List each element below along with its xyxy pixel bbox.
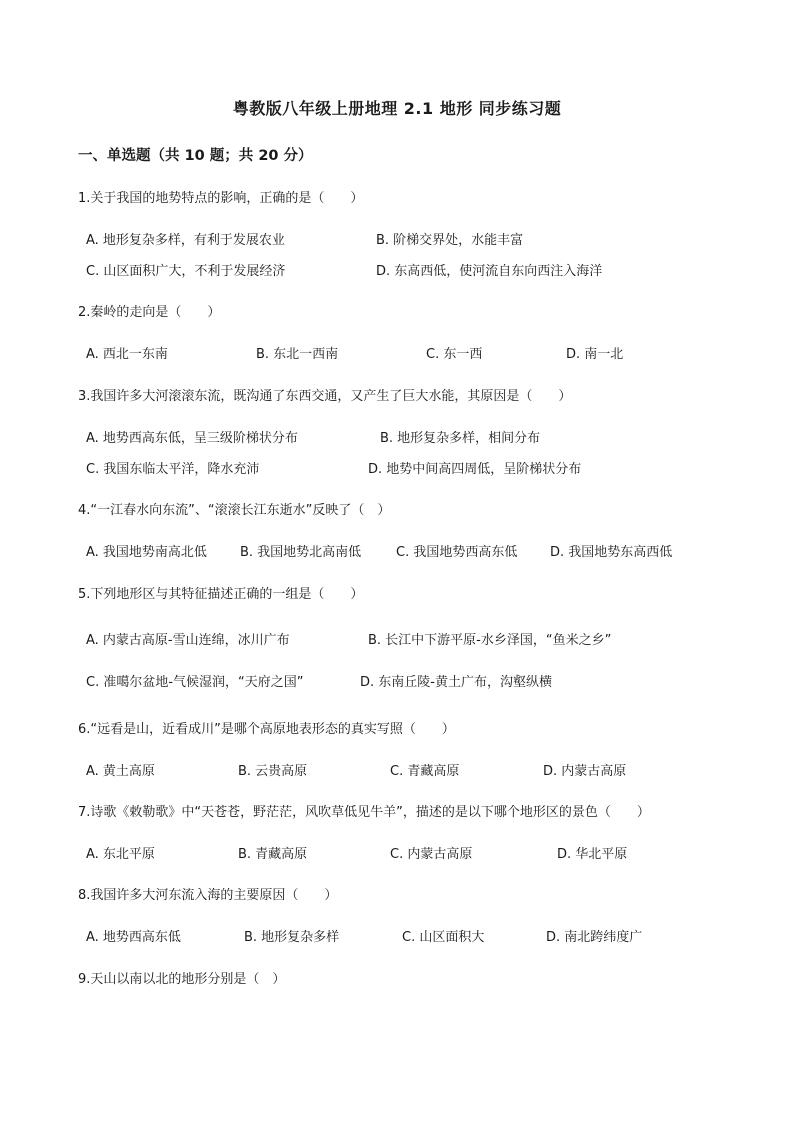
question-6-stem: 6.“远看是山，近看成川”是哪个高原地表形态的真实写照（ ） (78, 722, 455, 737)
question-3-option-d[interactable]: D. 地势中间高四周低，呈阶梯状分布 (368, 462, 582, 477)
question-2-option-a[interactable]: A. 西北一东南 (86, 347, 168, 362)
question-4-stem: 4.“一江春水向东流”、“滚滚长江东逝水”反映了（ ） (78, 503, 391, 518)
question-2-option-d[interactable]: D. 南一北 (566, 347, 624, 362)
question-4-option-a[interactable]: A. 我国地势南高北低 (86, 545, 207, 560)
question-6-option-a[interactable]: A. 黄土高原 (86, 764, 155, 779)
question-8-option-c[interactable]: C. 山区面积大 (402, 930, 485, 945)
question-8-option-a[interactable]: A. 地势西高东低 (86, 930, 181, 945)
question-8-option-d[interactable]: D. 南北跨纬度广 (546, 930, 643, 945)
question-1-option-c[interactable]: C. 山区面积广大，不利于发展经济 (86, 264, 286, 279)
question-2-option-b[interactable]: B. 东北一西南 (256, 347, 339, 362)
question-1-option-b[interactable]: B. 阶梯交界处，水能丰富 (376, 233, 524, 248)
question-1-stem: 1.关于我国的地势特点的影响，正确的是（ ） (78, 191, 364, 206)
page-title: 粤教版八年级上册地理 2.1 地形 同步练习题 (232, 99, 562, 118)
question-7-stem: 7.诗歌《敕勒歌》中“天苍苍，野茫茫，风吹草低见牛羊”，描述的是以下哪个地形区的景色（ ） (78, 805, 650, 820)
question-5-option-d[interactable]: D. 东南丘陵-黄土广布，沟壑纵横 (360, 675, 552, 690)
question-3-stem: 3.我国许多大河滚滚东流，既沟通了东西交通，又产生了巨大水能，其原因是（ ） (78, 389, 572, 404)
question-5-stem: 5.下列地形区与其特征描述正确的一组是（ ） (78, 587, 364, 602)
question-5-option-a[interactable]: A. 内蒙古高原-雪山连绵，冰川广布 (86, 633, 290, 648)
question-3-option-c[interactable]: C. 我国东临太平洋，降水充沛 (86, 462, 260, 477)
question-4-option-c[interactable]: C. 我国地势西高东低 (396, 545, 518, 560)
question-2-stem: 2.秦岭的走向是（ ） (78, 305, 221, 320)
question-6-option-b[interactable]: B. 云贵高原 (238, 764, 308, 779)
section-heading: 一、单选题（共 10 题；共 20 分） (78, 148, 313, 164)
question-7-option-a[interactable]: A. 东北平原 (86, 847, 155, 862)
question-8-option-b[interactable]: B. 地形复杂多样 (244, 930, 340, 945)
question-3-option-a[interactable]: A. 地势西高东低，呈三级阶梯状分布 (86, 431, 298, 446)
question-8-stem: 8.我国许多大河东流入海的主要原因（ ） (78, 888, 338, 903)
question-7-option-c[interactable]: C. 内蒙古高原 (390, 847, 473, 862)
question-5-option-b[interactable]: B. 长江中下游平原-水乡泽国，“鱼米之乡” (368, 633, 612, 648)
question-5-option-c[interactable]: C. 准噶尔盆地-气候湿润，“天府之国” (86, 675, 304, 690)
question-4-option-b[interactable]: B. 我国地势北高南低 (240, 545, 362, 560)
question-7-option-d[interactable]: D. 华北平原 (557, 847, 628, 862)
question-6-option-c[interactable]: C. 青藏高原 (390, 764, 460, 779)
question-9-stem: 9.天山以南以北的地形分别是（ ） (78, 972, 286, 987)
question-1-option-a[interactable]: A. 地形复杂多样，有利于发展农业 (86, 233, 285, 248)
question-7-option-b[interactable]: B. 青藏高原 (238, 847, 308, 862)
question-1-option-d[interactable]: D. 东高西低，使河流自东向西注入海洋 (376, 264, 603, 279)
question-6-option-d[interactable]: D. 内蒙古高原 (543, 764, 627, 779)
question-4-option-d[interactable]: D. 我国地势东高西低 (550, 545, 673, 560)
question-2-option-c[interactable]: C. 东一西 (426, 347, 483, 362)
question-3-option-b[interactable]: B. 地形复杂多样，相间分布 (380, 431, 541, 446)
